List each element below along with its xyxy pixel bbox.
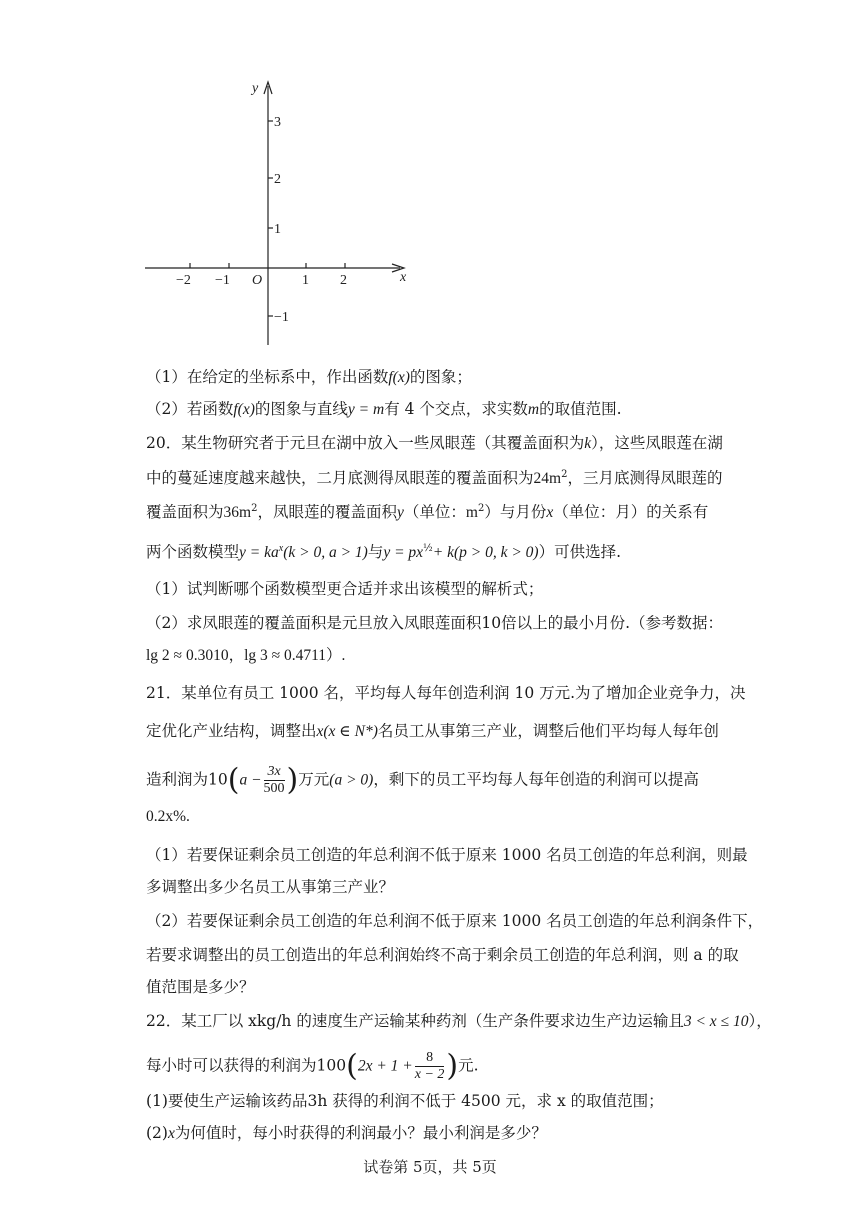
x-axis-label: x	[400, 270, 407, 285]
q21-sub2b: 若要求调整出的员工创造出的年总利润始终不高于剩余员工创造的年总利润，则 a 的取	[146, 946, 739, 964]
q20-sub1: （1）试判断哪个函数模型更合适并求出该模型的解析式；	[146, 580, 544, 598]
q21-line1: 21．某单位有员工 1000 名，平均每人每年创造利润 10 万元.为了增加企业竞争力，决	[146, 684, 746, 702]
x-tick-1: 1	[302, 273, 309, 288]
q21-sub1a: （1）若要保证剩余员工创造的年总利润不低于原来 1000 名员工创造的年总利润，则最	[146, 846, 748, 864]
q20-sub2: （2）求凤眼莲的覆盖面积是元旦放入凤眼莲面积10倍以上的最小月份.（参考数据：	[146, 614, 724, 632]
q20-line1: 20．某生物研究者于元旦在湖中放入一些凤眼莲（其覆盖面积为k），这些凤眼莲在湖	[146, 434, 723, 452]
q21-sub2a: （2）若要保证剩余员工创造的年总利润不低于原来 1000 名员工创造的年总利润条件下，	[146, 912, 764, 930]
q20-ref-data: lg 2 ≈ 0.3010，lg 3 ≈ 0.4711）.	[146, 647, 346, 664]
q19-part1: （1）在给定的坐标系中，作出函数f(x)的图象；	[146, 368, 472, 386]
q22-line2: 每小时可以获得的利润为100(2x + 1 + $\frac{8}{x - 2}$ )元.	[146, 1048, 479, 1084]
q21-sub1b: 多调整出多少名员工从事第三产业？	[146, 878, 395, 896]
q22-line1: 22．某工厂以 xkg/h 的速度生产运输某种药剂（生产条件要求边生产边运输且3 < x ≤ 10），	[146, 1012, 772, 1030]
origin-label: O	[252, 273, 263, 288]
x-tick-neg2: −2	[176, 273, 191, 288]
y-tick-2: 2	[274, 172, 281, 187]
q21-sub2c: 值范围是多少？	[146, 978, 255, 996]
q21-line2: 定优化产业结构，调整出x(x ∈ N*)名员工从事第三产业，调整后他们平均每人每年创	[146, 722, 719, 740]
q22-sub2: (2)x为何值时，每小时获得的利润最小？最小利润是多少？	[146, 1124, 547, 1142]
q22-sub1: (1)要使生产运输该药品3h 获得的利润不低于 4500 元，求 x 的取值范围；	[146, 1092, 664, 1110]
coordinate-graph	[0, 0, 860, 360]
y-tick-3: 3	[274, 115, 281, 130]
page-footer: 试卷第 5页，共 5页	[363, 1158, 497, 1176]
x-tick-2: 2	[340, 273, 347, 288]
q21-line4: 0.2x%.	[146, 808, 190, 825]
y-axis-label: y	[252, 81, 259, 96]
q20-line3: 覆盖面积为$36m^2$，凤眼莲的覆盖面积y（单位：$m^2$）与月份x（单位：月）的关系有	[146, 503, 709, 522]
q20-line2: 中的蔓延速度越来越快，二月底测得凤眼莲的覆盖面积为$24m^2$，三月底测得凤眼莲的	[146, 469, 723, 488]
x-tick-neg1: −1	[215, 273, 230, 288]
y-tick-neg1: −1	[274, 310, 289, 325]
y-tick-1: 1	[274, 222, 281, 237]
q19-part2: （2）若函数f(x)的图象与直线y = m有 4 个交点，求实数m的取值范围.	[146, 400, 622, 418]
q20-line4: 两个函数模型$y = ka^x(k > 0$, a > 1)与$y = px^{\frac{1}{2}}+ k(p > 0$, k > 0)）可供选择.	[146, 543, 622, 562]
q21-line3: 造利润为10(a − $\frac{3x}{500}$ )万元(a > 0)，剩下的员工平均每人每年创造的利润可以提高	[146, 762, 699, 798]
